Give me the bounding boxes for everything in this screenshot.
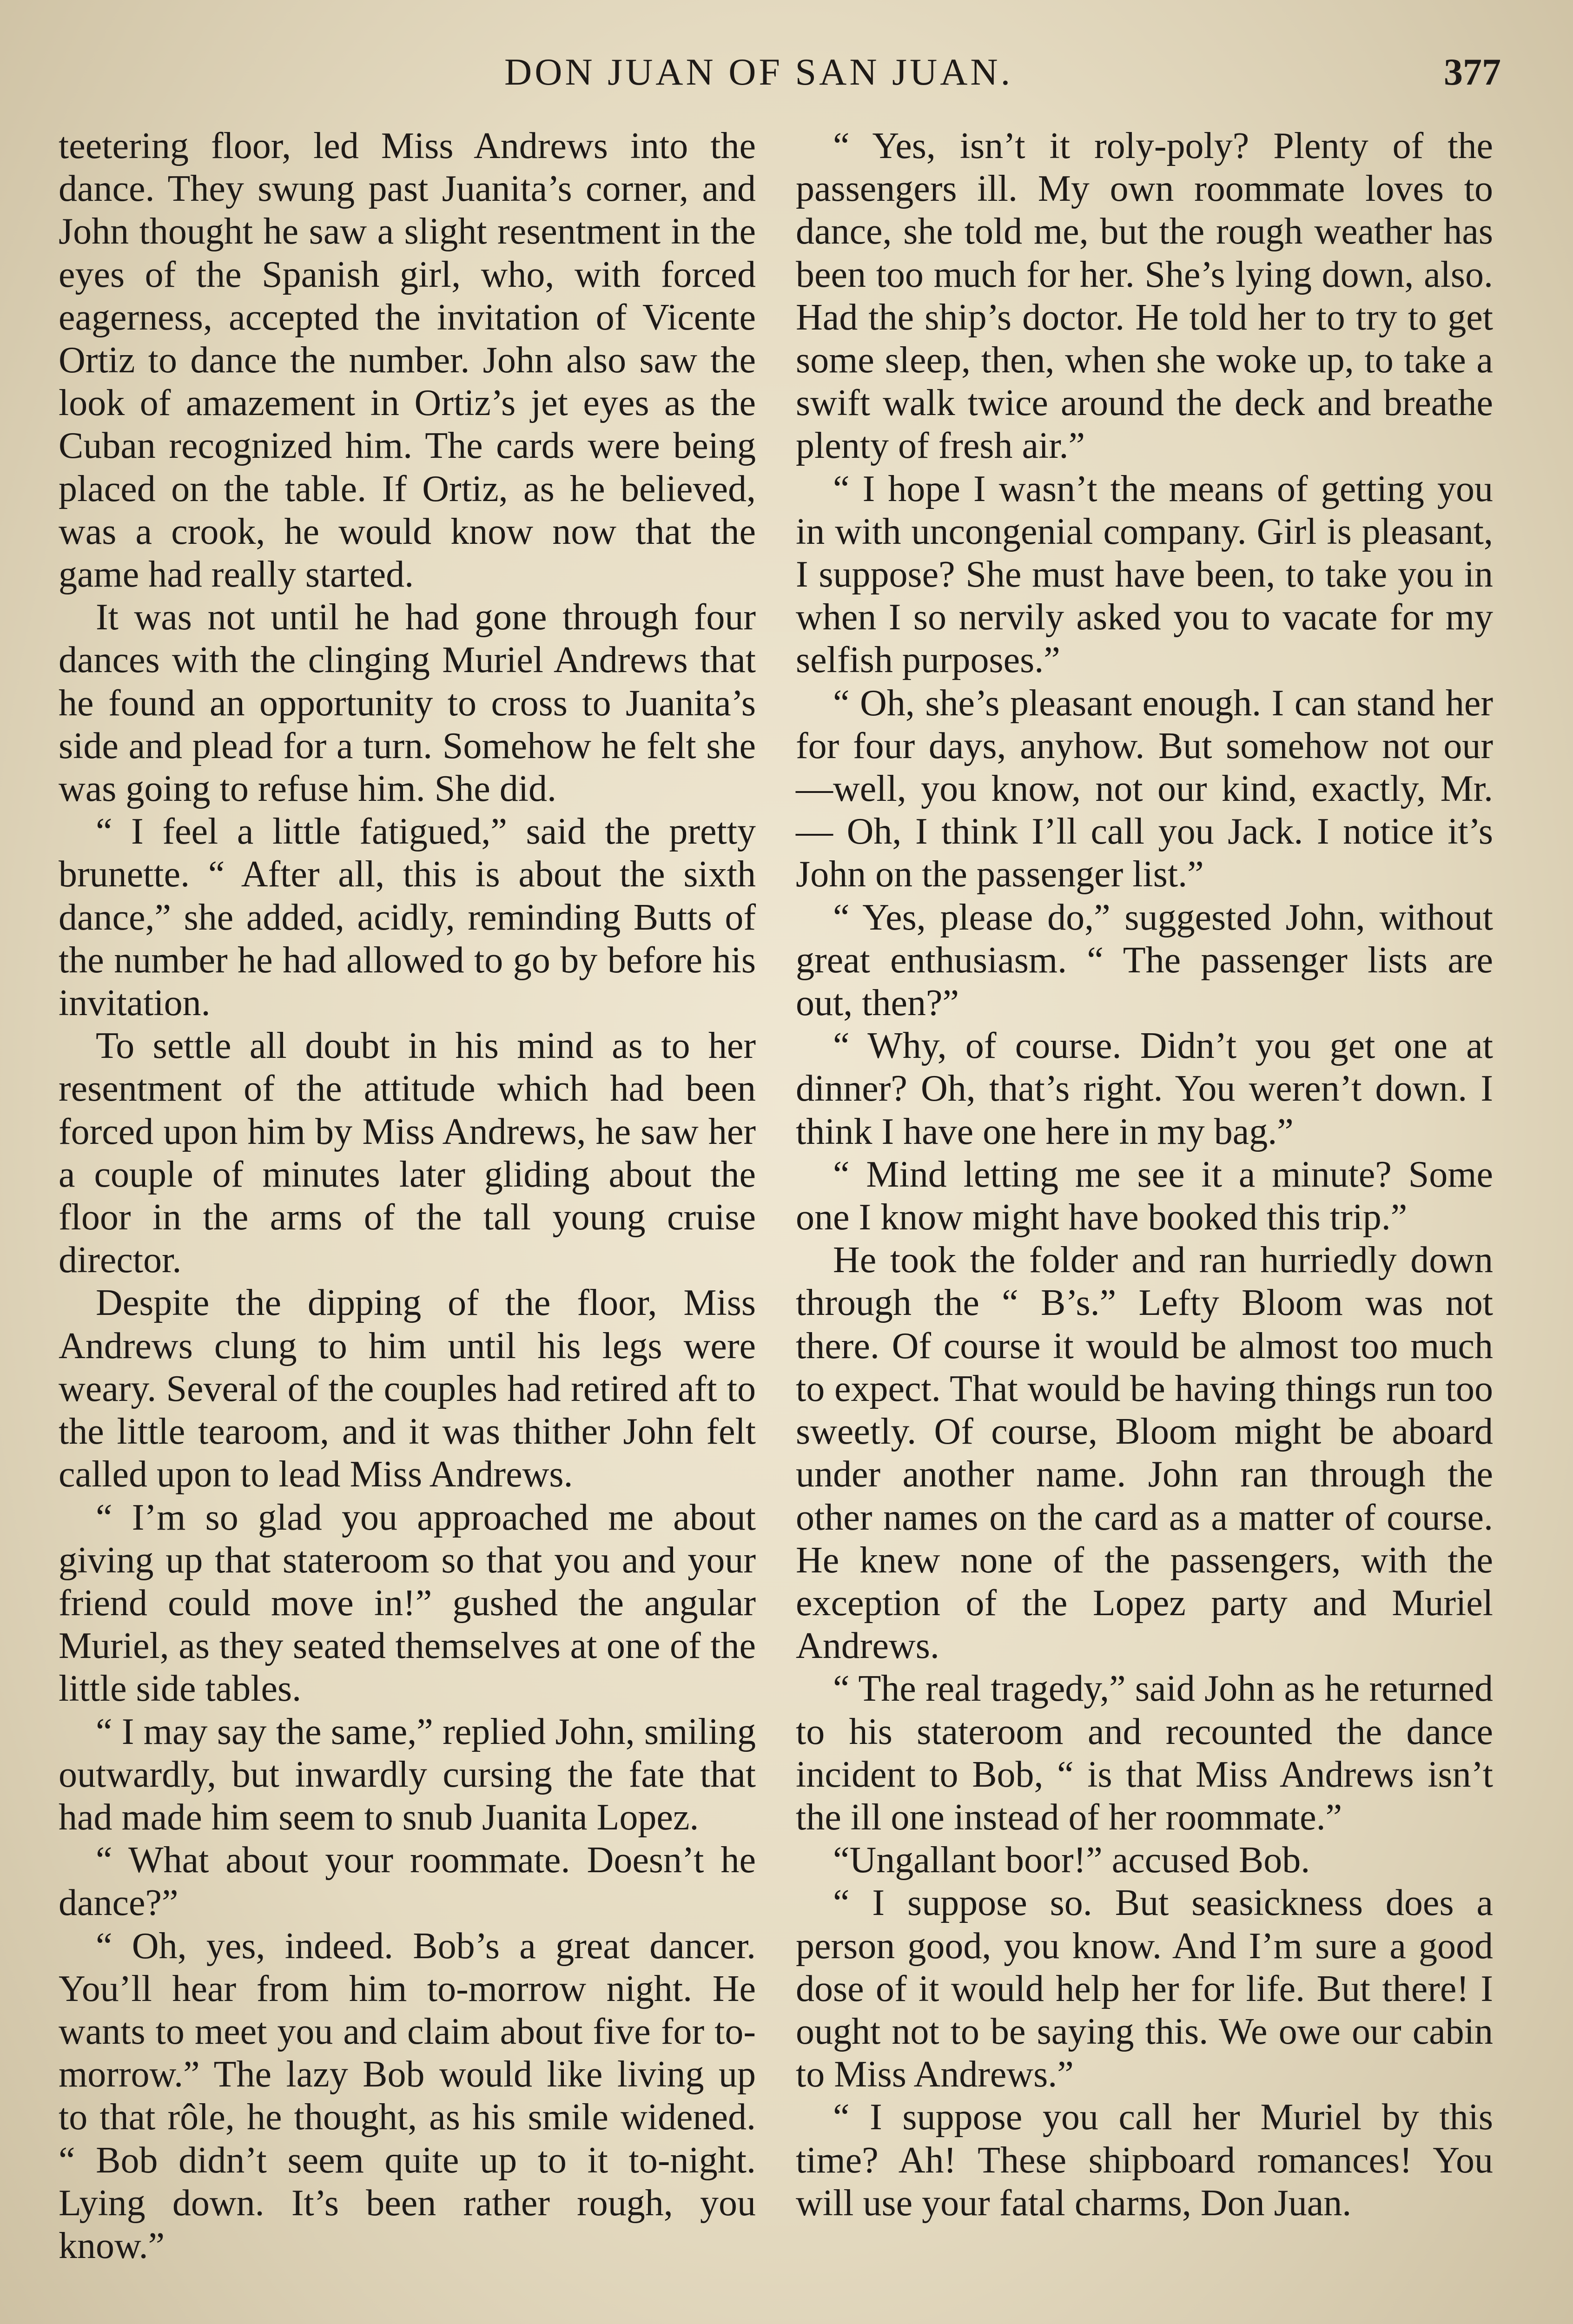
- paragraph: “ Yes, isn’t it roly-poly? Plenty of the passengers ill. My own roommate loves to dance, she told me, but the rough weather has been too much for her. She’s lying down, also. Had the ship’s doctor. He told her to try to get some sleep, then, when she woke up, to take a swift walk twice around the deck and breathe plenty of fresh air.”: [796, 125, 1493, 467]
- paragraph: “ I suppose so. But seasickness does a person good, you know. And I’m sure a good dose of it would help her for life. But there! I ought not to be saying this. We owe our cabin to Miss Andrews.”: [796, 1882, 1493, 2095]
- page-number: 377: [1444, 51, 1501, 93]
- paragraph: “ Mind letting me see it a minute? Some one I know might have booked this trip.”: [796, 1154, 1493, 1238]
- paragraph: Despite the dipping of the floor, Miss Andrews clung to him until his legs were weary. Several of the couples had retired aft to the little tearoom, and it was thither John felt called upon to lead Miss Andrews.: [59, 1282, 756, 1495]
- paragraph: “ I feel a little fatigued,” said the pretty brunette. “ After all, this is about the sixth dance,” she added, acidly, reminding Butts of the number he had allowed to go by before his invitation.: [59, 811, 756, 1024]
- paragraph: “Ungallant boor!” accused Bob.: [833, 1840, 1310, 1881]
- running-head: [0, 50, 1573, 106]
- paragraph: He took the folder and ran hurriedly down through the “ B’s.” Lefty Bloom was not there. Of course it would be almost too much to expect. That would be having things run too sweetly. Of course, Bloom might be aboard under another name. John ran through the other names on the card as a matter of course. He knew none of the passengers, with the exception of the Lopez party and Muriel Andrews.: [796, 1240, 1493, 1667]
- paragraph: “ I’m so glad you approached me about giving up that stateroom so that you and your friend could move in!” gushed the angular Muriel, as they seated themselves at one of the little side tables.: [59, 1497, 756, 1710]
- paragraph: “ I hope I wasn’t the means of getting you in with uncongenial company. Girl is pleasant, I suppose? She must have been, to take you in when I so nervily asked you to vacate for my selfish purposes.”: [796, 468, 1493, 681]
- right-column: [796, 125, 1493, 2225]
- paragraph: “ Oh, she’s pleasant enough. I can stand her for four days, anyhow. But somehow not our—well, you know, not our kind, exactly, Mr.— Oh, I think I’ll call you Jack. I notice it’s John on the passenger list.”: [796, 682, 1493, 895]
- paragraph: To settle all doubt in his mind as to her resentment of the attitude which had been forced upon him by Miss Andrews, he saw her a couple of minutes later gliding about the floor in the arms of the tall young cruise director.: [59, 1025, 756, 1281]
- paragraph: “ I may say the same,” replied John, smiling outwardly, but inwardly cursing the fate that had made him seem to snub Juanita Lopez.: [59, 1711, 756, 1838]
- running-title: DON JUAN OF SAN JUAN.: [504, 51, 1013, 93]
- left-column: [59, 125, 756, 2267]
- paragraph: “ The real tragedy,” said John as he returned to his stateroom and recounted the dance incident to Bob, “ is that Miss Andrews isn’t the ill one instead of her roommate.”: [796, 1668, 1493, 1838]
- paragraph: “ Oh, yes, indeed. Bob’s a great dancer. You’ll hear from him to-morrow night. He wants to meet you and claim about five for to-morrow.” The lazy Bob would like living up to that rôle, he thought, as his smile widened. “ Bob didn’t seem quite up to it to-night. Lying down. It’s been rather rough, you know.”: [59, 1925, 756, 2266]
- paragraph: “ What about your roommate. Doesn’t he dance?”: [59, 1840, 756, 1924]
- paragraph: “ Why, of course. Didn’t you get one at dinner? Oh, that’s right. You weren’t down. I think I have one here in my bag.”: [796, 1025, 1493, 1152]
- paragraph: teetering floor, led Miss Andrews into the dance. They swung past Juanita’s corner, and John thought he saw a slight resentment in the eyes of the Spanish girl, who, with forced eagerness, accepted the invitation of Vicente Ortiz to dance the number. John also saw the look of amazement in Ortiz’s jet eyes as the Cuban recognized him. The cards were being placed on the table. If Ortiz, as he believed, was a crook, he would know now that the game had really started.: [59, 125, 756, 595]
- paragraph: “ Yes, please do,” suggested John, without great enthusiasm. “ The passenger lists are out, then?”: [796, 897, 1493, 1024]
- paragraph: “ I suppose you call her Muriel by this time? Ah! These shipboard romances! You will use your fatal charms, Don Juan.: [796, 2097, 1493, 2224]
- paragraph: It was not until he had gone through four dances with the clinging Muriel Andrews that he found an opportunity to cross to Juanita’s side and plead for a turn. Somehow he felt she was going to refuse him. She did.: [59, 597, 756, 810]
